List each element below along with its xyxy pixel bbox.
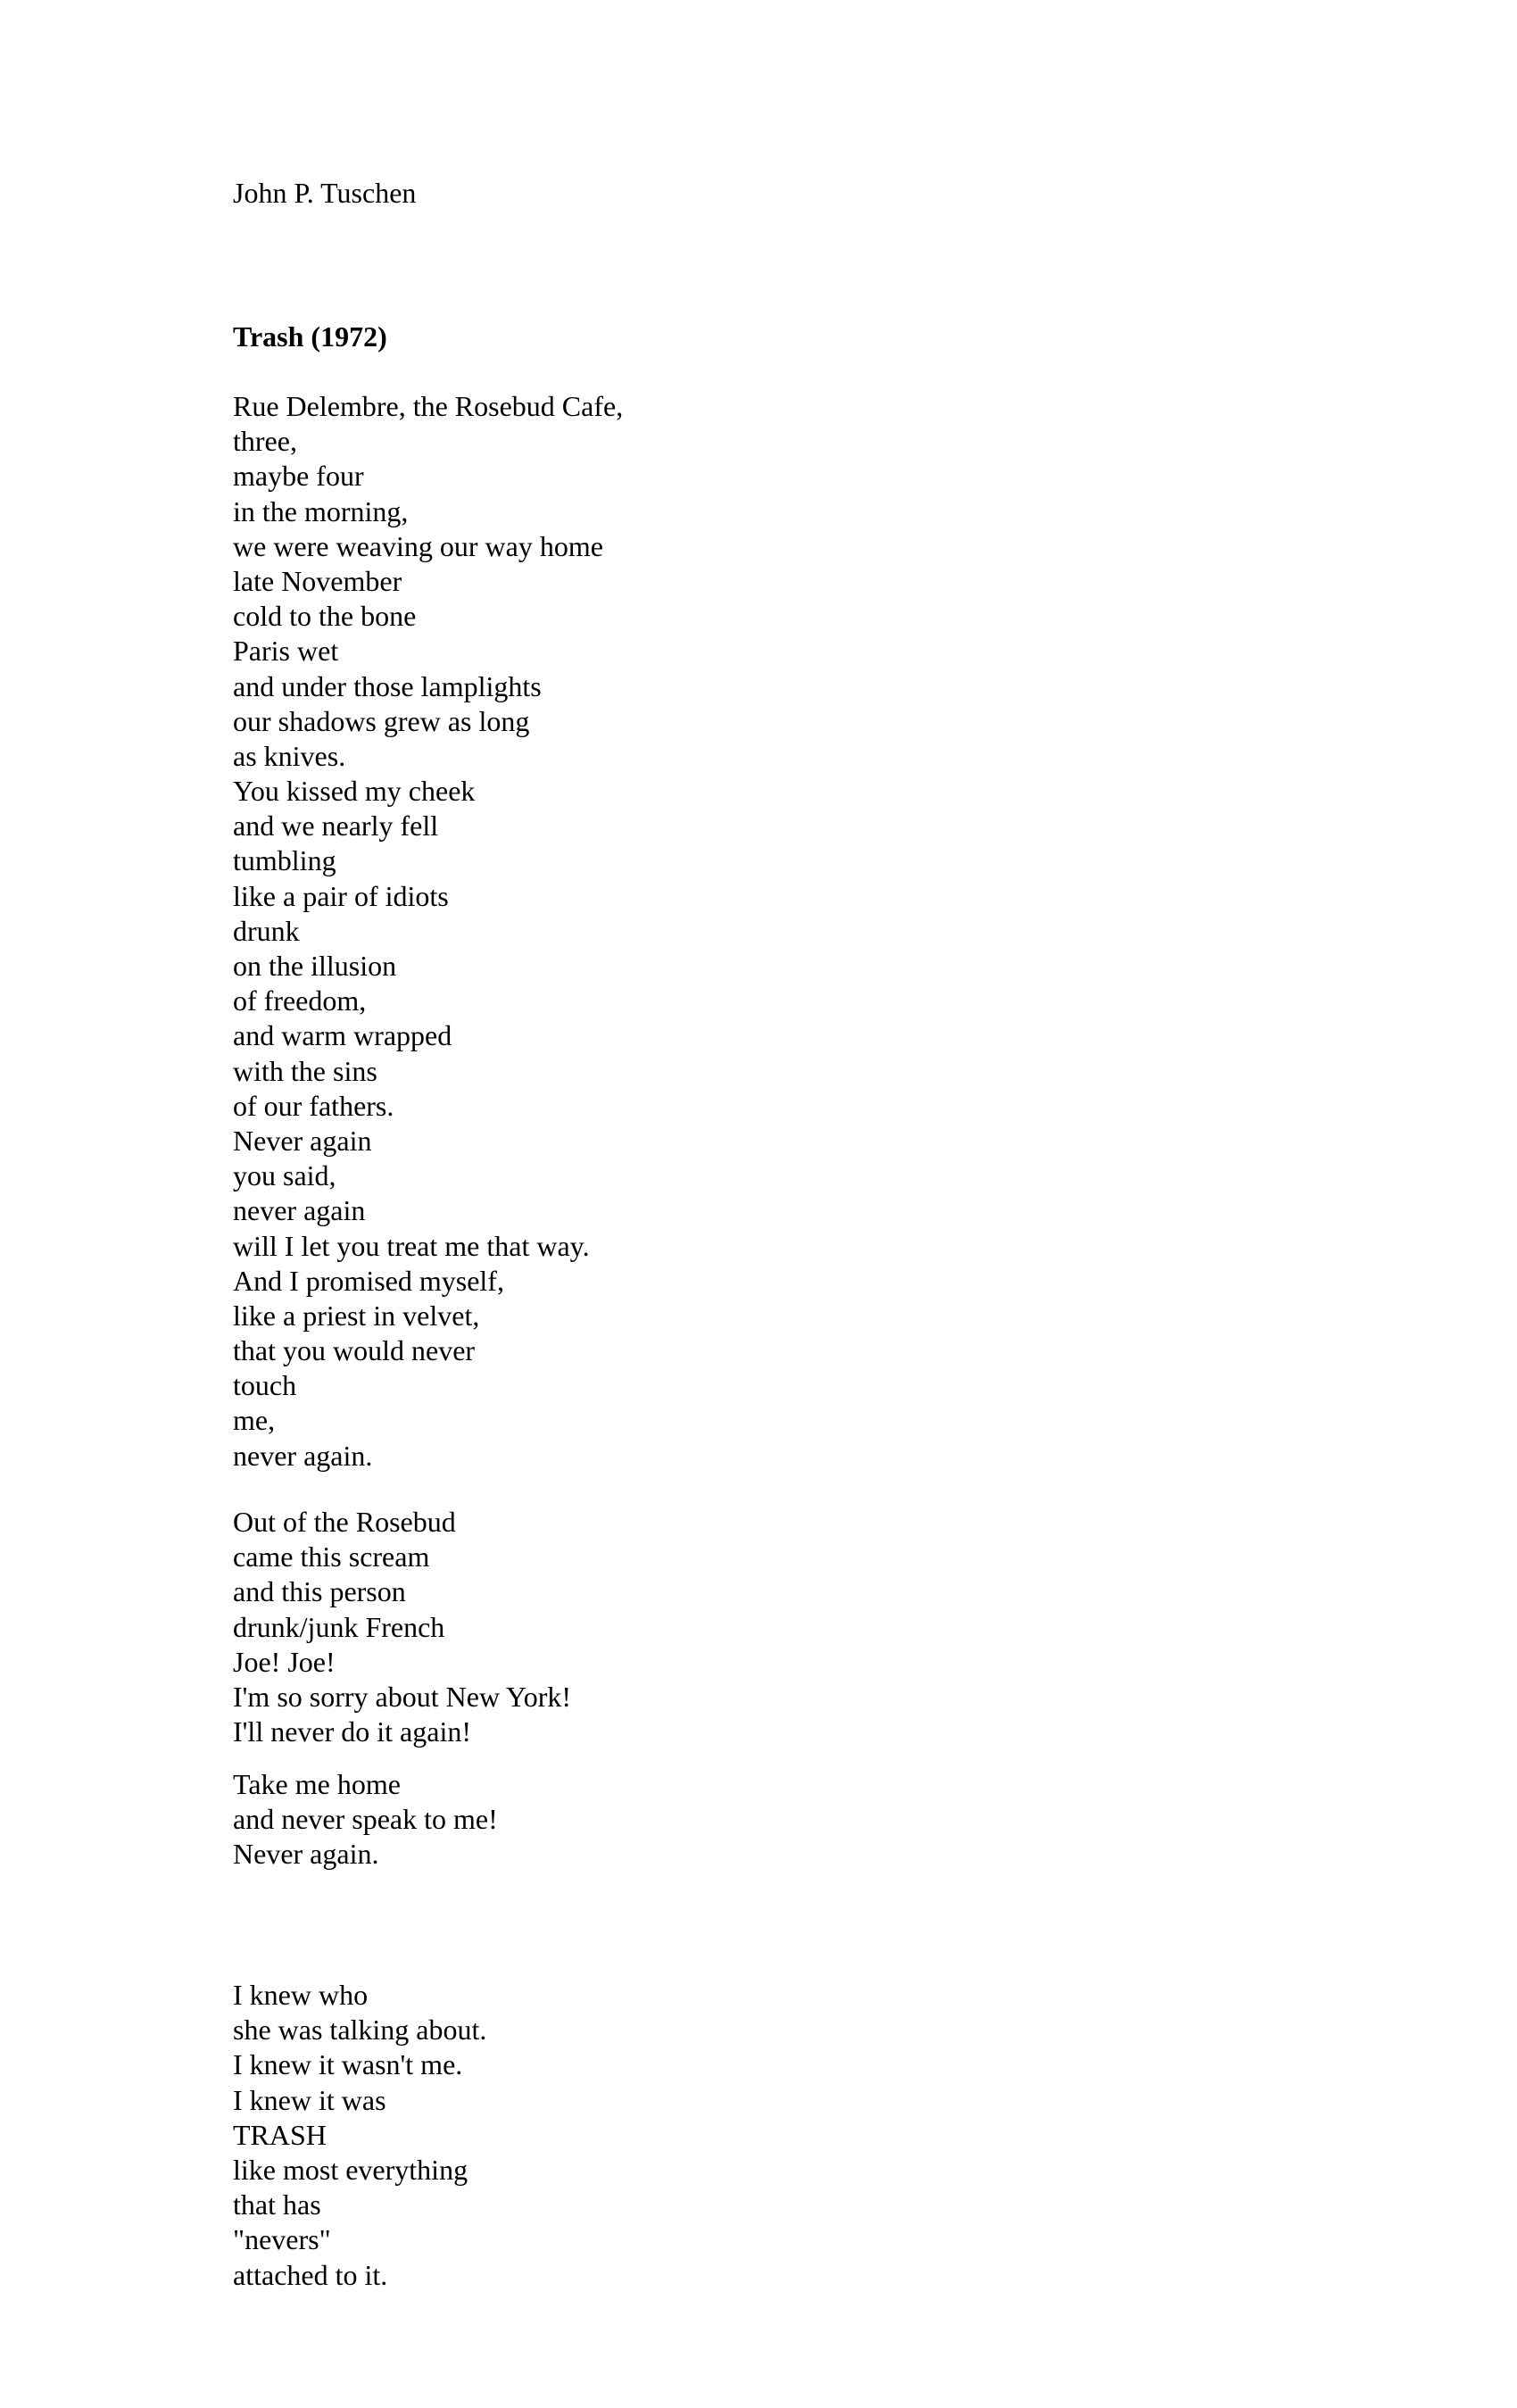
poem-line: with the sins: [233, 1054, 377, 1087]
stanza-2: [233, 1505, 571, 1749]
poem-line: as knives.: [233, 739, 346, 772]
poem-line: Never again: [233, 1124, 372, 1157]
poem-title: Trash (1972): [233, 320, 387, 353]
poem-line: will I let you treat me that way.: [233, 1229, 590, 1262]
poem-line: never again.: [233, 1439, 373, 1472]
poem-line: you said,: [233, 1159, 336, 1192]
poem-line: of freedom,: [233, 984, 367, 1017]
poem-line: touch: [233, 1369, 297, 1402]
poem-line: of our fathers.: [233, 1089, 394, 1122]
poem-line: we were weaving our way home: [233, 529, 603, 562]
stanza-1: [233, 389, 623, 1474]
poem-line: Paris wet: [233, 635, 339, 668]
poem-line: drunk: [233, 914, 300, 947]
poem-line: I knew it was: [233, 2083, 386, 2116]
poem-line: never again: [233, 1194, 366, 1227]
poem-line: Never again.: [233, 1838, 379, 1871]
poem-line: maybe four: [233, 460, 364, 493]
poem-line: Joe! Joe!: [233, 1645, 336, 1678]
poem-line: and this person: [233, 1575, 406, 1608]
poem-line: and warm wrapped: [233, 1019, 452, 1052]
poem-line: and under those lamplights: [233, 669, 542, 702]
poem-line: three,: [233, 425, 297, 458]
poem-line: like most everything: [233, 2153, 468, 2186]
poem-line: I knew it wasn't me.: [233, 2048, 463, 2081]
poem-line: "nevers": [233, 2223, 331, 2256]
poem-line: she was talking about.: [233, 2014, 487, 2047]
poem-line: like a priest in velvet,: [233, 1299, 480, 1332]
stanza-4: [233, 1978, 486, 2293]
poem-line: tumbling: [233, 844, 336, 877]
poem-line: I knew who: [233, 1979, 369, 2011]
poem-line: drunk/junk French: [233, 1610, 445, 1643]
poem-line: I'll never do it again!: [233, 1715, 471, 1748]
poem-line: me,: [233, 1404, 276, 1437]
poem-line: Take me home: [233, 1768, 401, 1800]
author-name: John P. Tuschen: [233, 177, 417, 209]
poem-line: I'm so sorry about New York!: [233, 1680, 572, 1713]
poem-line: You kissed my cheek: [233, 775, 476, 808]
poem-line: and never speak to me!: [233, 1803, 498, 1836]
poem-line: our shadows grew as long: [233, 704, 530, 737]
poem-line: TRASH: [233, 2118, 327, 2151]
poem-line: in the morning,: [233, 494, 409, 527]
stanza-3: [233, 1767, 498, 1872]
poem-line: that you would never: [233, 1334, 476, 1367]
poem-line: cold to the bone: [233, 600, 417, 633]
poem-line: attached to it.: [233, 2258, 388, 2291]
poem-line: on the illusion: [233, 950, 397, 982]
poem-line: Rue Delembre, the Rosebud Cafe,: [233, 390, 624, 422]
poem-line: and we nearly fell: [233, 810, 439, 843]
poem-line: And I promised myself,: [233, 1264, 504, 1297]
poem-line: Out of the Rosebud: [233, 1506, 456, 1538]
poem-line: that has: [233, 2188, 321, 2221]
poem-line: late November: [233, 564, 402, 597]
poem-line: like a pair of idiots: [233, 879, 449, 912]
poem-line: came this scream: [233, 1540, 430, 1574]
